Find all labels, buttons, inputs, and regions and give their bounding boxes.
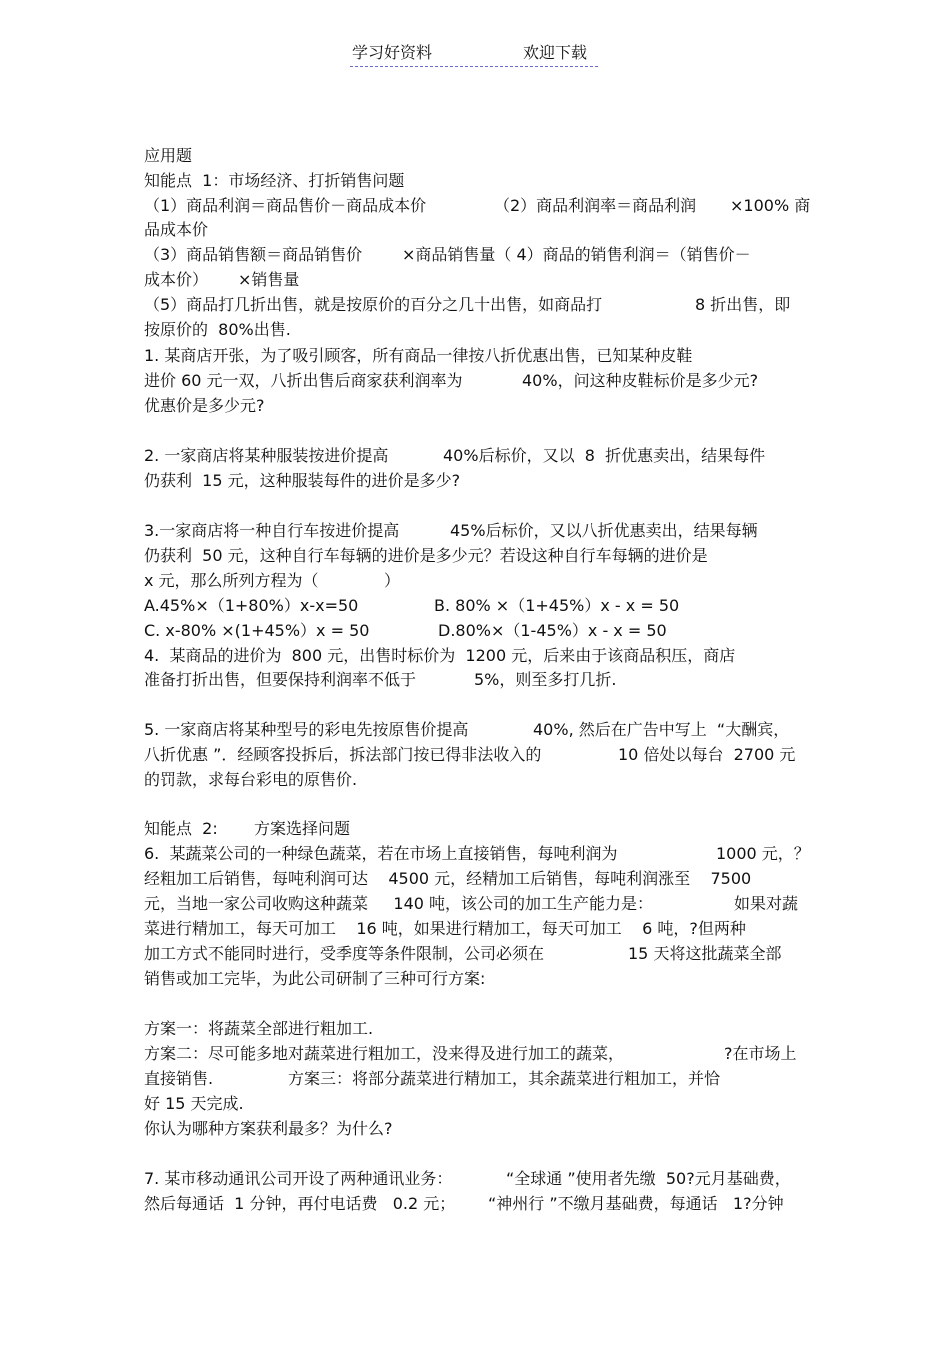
text-line	[144, 1043, 824, 1065]
text-line	[144, 744, 824, 766]
text-line	[144, 170, 824, 192]
text-segment: ×100% 商	[730, 196, 811, 215]
text-line	[144, 520, 824, 542]
text-line	[144, 968, 824, 990]
text-segment: 40%，问这种皮鞋标价是多少元?	[522, 371, 759, 390]
text-line	[144, 470, 824, 492]
text-segment: ×商品销售量（ 4）商品的销售利润＝（销售价－	[402, 245, 751, 264]
text-line	[144, 595, 824, 617]
text-segment: 5. 一家商店将某种型号的彩电先按原售价提高	[144, 720, 469, 739]
text-line	[144, 918, 824, 940]
text-segment: 6. 某蔬菜公司的一种绿色蔬菜，若在市场上直接销售，每吨利润为	[144, 844, 618, 863]
text-line	[144, 294, 824, 316]
text-line	[144, 943, 824, 965]
text-segment: 菜进行精加工，每天可加工 16 吨，如果进行精加工，每天可加工 6 吨，?但两种	[144, 919, 746, 938]
text-segment: （5）商品打几折出售，就是按原价的百分之几十出售，如商品打	[144, 295, 603, 314]
text-segment: D.80%×（1-45%）x - x = 50	[438, 621, 667, 640]
text-line	[144, 244, 824, 266]
text-segment: 直接销售.	[144, 1069, 214, 1088]
text-segment: 进价 60 元一双，八折出售后商家获利润率为	[144, 371, 463, 390]
text-line	[144, 669, 824, 691]
text-line	[144, 269, 824, 291]
text-segment: 方案一：将蔬菜全部进行粗加工.	[144, 1019, 374, 1038]
text-segment: 1. 某商店开张，为了吸引顾客，所有商品一律按八折优惠出售，已知某种皮鞋	[144, 346, 693, 365]
text-segment: 按原价的 80%出售.	[144, 320, 291, 339]
text-segment: 准备打折出售，但要保持利润率不低于	[144, 670, 417, 689]
text-segment: 5%，则至多打几折.	[474, 670, 617, 689]
text-line	[144, 545, 824, 567]
text-segment: 4. 某商品的进价为 800 元，出售时标价为 1200 元，后来由于该商品积压，商店	[144, 646, 736, 665]
text-segment: 好 15 天完成.	[144, 1094, 244, 1113]
text-segment: 知能点 1：市场经济、打折销售问题	[144, 171, 405, 190]
text-line	[144, 345, 824, 367]
text-line	[144, 620, 824, 642]
text-line	[144, 370, 824, 392]
text-line	[144, 570, 824, 592]
text-line	[144, 219, 824, 241]
text-line	[144, 1168, 824, 1190]
text-segment: ×销售量	[238, 270, 300, 289]
text-line	[144, 445, 824, 467]
text-line	[144, 818, 824, 840]
text-segment: 2. 一家商店将某种服装按进价提高	[144, 446, 389, 465]
text-segment: 加工方式不能同时进行，受季度等条件限制，公司必须在	[144, 944, 545, 963]
text-segment: （3）商品销售额＝商品销售价	[144, 245, 363, 264]
text-segment: 方案选择问题	[254, 819, 351, 838]
text-segment: 方案三：将部分蔬菜进行精加工，其余蔬菜进行粗加工，并恰	[288, 1069, 721, 1088]
header-left-text: 学习好资料	[352, 43, 433, 62]
text-segment: 7. 某市移动通讯公司开设了两种通讯业务：	[144, 1169, 453, 1188]
text-line	[144, 1068, 824, 1090]
text-segment: ）	[384, 571, 401, 590]
text-segment: 元，当地一家公司收购这种蔬菜 140 吨，该公司的加工生产能力是：	[144, 894, 654, 913]
text-segment: 方案二：尽可能多地对蔬菜进行粗加工，没来得及进行加工的蔬菜，	[144, 1044, 625, 1063]
text-segment: “全球通 ”使用者先缴 50?元月基础费，	[506, 1169, 791, 1188]
text-segment: 知能点 2:	[144, 819, 218, 838]
text-segment: ?在市场上	[724, 1044, 797, 1063]
text-line	[144, 893, 824, 915]
text-line	[144, 1193, 824, 1215]
text-segment: 3.一家商店将一种自行车按进价提高	[144, 521, 400, 540]
text-segment: 45%后标价，又以八折优惠卖出，结果每辆	[450, 521, 758, 540]
text-segment: 40%后标价，又以 8 折优惠卖出，结果每件	[443, 446, 766, 465]
text-line	[144, 395, 824, 417]
text-segment: 如果对蔬	[734, 894, 799, 913]
text-segment: （2）商品利润率＝商品利润	[494, 196, 697, 215]
text-segment: 经粗加工后销售，每吨利润可达 4500 元，经精加工后销售，每吨利润涨至 7500	[144, 869, 752, 888]
text-segment: B. 80% ×（1+45%）x - x = 50	[434, 596, 680, 615]
text-segment: 品成本价	[144, 220, 209, 239]
text-segment: 8 折出售，即	[695, 295, 791, 314]
text-segment: A.45%×（1+80%）x-x=50	[144, 596, 359, 615]
text-line	[144, 1118, 824, 1140]
text-segment: 应用题	[144, 146, 193, 165]
text-segment: “神州行 ”不缴月基础费，每通话 1?分钟	[488, 1194, 784, 1213]
text-line	[144, 1093, 824, 1115]
text-segment: （1）商品利润＝商品售价－商品成本价	[144, 196, 427, 215]
text-segment: 优惠价是多少元?	[144, 396, 265, 415]
page-header	[350, 40, 598, 67]
text-segment: 15 天将这批蔬菜全部	[628, 944, 782, 963]
text-segment: 1000 元，？	[716, 844, 810, 863]
header-right-text: 欢迎下载	[523, 43, 588, 62]
text-line	[144, 195, 824, 217]
text-line	[144, 319, 824, 341]
text-line	[144, 645, 824, 667]
text-line	[144, 868, 824, 890]
text-segment: 成本价）	[144, 270, 209, 289]
text-segment: 的罚款，求每台彩电的原售价.	[144, 770, 358, 789]
text-segment: 仍获利 15 元，这种服装每件的进价是多少?	[144, 471, 461, 490]
text-line	[144, 843, 824, 865]
text-segment: 然后每通话 1 分钟，再付电话费 0.2 元；	[144, 1194, 456, 1213]
text-segment: 销售或加工完毕，为此公司研制了三种可行方案:	[144, 969, 486, 988]
text-segment: 你认为哪种方案获利最多？为什么?	[144, 1119, 393, 1138]
text-line	[144, 145, 824, 167]
text-segment: 仍获利 50 元，这种自行车每辆的进价是多少元？若设这种自行车每辆的进价是	[144, 546, 708, 565]
text-line	[144, 1018, 824, 1040]
text-segment: 八折优惠 ”．经顾客投拆后，拆法部门按已得非法收入的	[144, 745, 542, 764]
text-line	[144, 719, 824, 741]
text-segment: 10 倍处以每台 2700 元	[618, 745, 796, 764]
text-segment: 40%, 然后在广告中写上 “大酬宾，	[533, 720, 790, 739]
text-segment: C. x-80% ×(1+45%）x = 50	[144, 621, 370, 640]
text-line	[144, 769, 824, 791]
text-segment: x 元，那么所列方程为（	[144, 571, 319, 590]
